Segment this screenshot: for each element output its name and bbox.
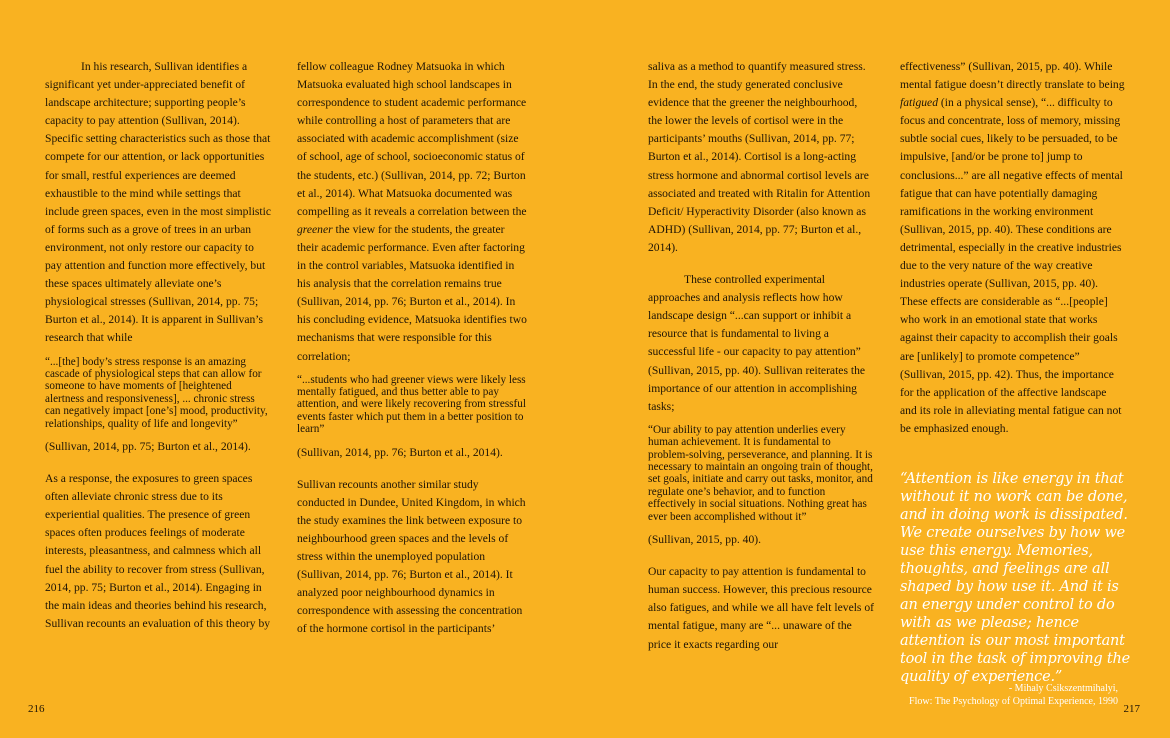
citation: (Sullivan, 2014, pp. 76; Burton et al., 2014). (297, 445, 503, 459)
block-quote: “Our ability to pay attention underlies every human achievement. It is fundamental to problem-solving, perseverance, and planning. It is necessary to maintain an ongoing train of thought, set goals, initiate and carry out tasks, monitor, and regulate one’s behavior, and to function effectively in social situations. Nothing great has ever been accomplished without it” (648, 423, 873, 523)
body-paragraph: Sullivan recounts another similar study conducted in Dundee, United Kingdom, in which the study examines the link between exposure to neighbourhood green spaces and the levels of stress within the unemployed population (Sullivan, 2014, pp. 76; Burton et al., 2014). It analyzed poor neighbourhood dynamics in correspondence with assessing the concentration of the hormone cortisol in the participants’ (297, 477, 526, 636)
page-number-left: 216 (28, 703, 45, 715)
page-number-right: 217 (1123, 703, 1140, 715)
attribution-author: - Mihaly Csikszentmihalyi, (1008, 683, 1118, 694)
emphasis-text: fatigued (900, 96, 938, 110)
block-quote: “...students who had greener views were likely less mentally fatigued, and thus better able to pay attention, and were likely recovering from stressful events faster which put them in a better position to learn” (297, 373, 526, 436)
text-run: the view for the students, the greater their academic performance. Even after factoring in the control variables, Matsuoka identified in his analysis that the correlation remains true (Sullivan, 2014, pp. 76; Burton et al., 2014). In his concluding evidence, Matsuoka identifies two mechanisms that were responsible for this correlation; (297, 222, 527, 363)
text-run: (in a physical sense), “... difficulty to focus and concentrate, loss of memory, missing subtle social cues, likely to be persuaded, to be impulsive, [and/or be prone to] jump to conclusions...” are all negative effects of mental fatigue that can have potentially damaging ramifications in the working environment (Sullivan, 2015, pp. 40). These conditions are detrimental, especially in the creative industries due to the very nature of the way creative industries operate (Sullivan, 2015, pp. 40). These effects are considerable as “...[people] who work in an emotional state that works against their capacity to accomplish their goals are [unlikely] to promote competence” (Sullivan, 2015, pp. 42). Thus, the importance for the application of the affective landscape and its role in alleviating mental fatigue can not be emphasized enough. (900, 96, 1123, 435)
body-paragraph: As a response, the exposures to green spaces often alleviate chronic stress due to its experiential qualities. The presence of green spaces often produces feelings of moderate interests, pleasantness, and calmness which all fuel the ability to recover from stress (Sullivan, 2014, pp. 75; Burton et al., 2014). Engaging in the main ideas and theories behind his research, Sullivan recounts an evaluation of this theory by (45, 472, 271, 630)
pull-quote-attribution (909, 682, 1118, 708)
citation: (Sullivan, 2014, pp. 75; Burton et al., 2014). (45, 439, 251, 453)
right-page-column-1 (648, 58, 874, 654)
left-page-column-1 (45, 58, 273, 633)
body-paragraph (900, 58, 1126, 438)
text-run: fellow colleague Rodney Matsuoka in which Matsuoka evaluated high school landscapes in correspondence to student academic performance while controlling a host of parameters that are associated with academic accomplishment (size of school, age of school, socioeconomic status of the students, etc.) (Sullivan, 2014, pp. 72; Burton et al., 2014). What Matsuoka documented was compelling as it reveals a correlation between the (297, 60, 527, 218)
text-run: effectiveness” (Sullivan, 2015, pp. 40). While mental fatigue doesn’t directly translate to being (900, 60, 1125, 92)
body-paragraph: Our capacity to pay attention is fundamental to human success. However, this precious resource also fatigues, and while we all have felt levels of mental fatigue, many are “... unaware of the price it exacts regarding our (648, 565, 874, 651)
right-page-column-2 (900, 58, 1126, 438)
citation: (Sullivan, 2015, pp. 40). (648, 533, 762, 547)
emphasis-text: greener (297, 222, 333, 236)
body-paragraph (297, 58, 527, 366)
pull-quote: “Attention is like energy in that without it no work can be done, and in doing work is dissipated. We create ourselves by how we use this energy. Memories, thoughts, and feelings are all shaped by how use it. And it is an energy under control to do with as we please; hence attention is our most important tool in the task of improving the quality of experience.” (900, 471, 1131, 685)
body-paragraph: saliva as a method to quantify measured stress. In the end, the study generated conclusive evidence that the greener the neighbourhood, the lower the levels of cortisol were in the participants’ mouths (Sullivan, 2014, pp. 77; Burton et al., 2014). Cortisol is a long-acting stress hormone and abnormal cortisol levels are associated and treated with Ritalin for Attention Deficit/ Hyperactivity Disorder (also known as ADHD) (Sullivan, 2014, pp. 77; Burton et al., 2014). (648, 60, 871, 254)
attribution-source: Flow: The Psychology of Optimal Experience, 1990 (909, 696, 1118, 707)
body-paragraph: These controlled experimental approaches and analysis reflects how how landscape design “...can support or inhibit a resource that is fundamental to living a successful life - our capacity to pay attention” (Sullivan, 2015, pp. 40). Sullivan reiterates the importance of our attention in accomplishing tasks; (648, 273, 866, 413)
body-paragraph: In his research, Sullivan identifies a significant yet under-appreciated benefit of landscape architecture; supporting people’s capacity to pay attention (Sullivan, 2014). Specific setting characteristics such as those that compete for our attention, or lack opportunities for small, restful experiences are deemed exhaustible to the mind while settings that include green spaces, even in the most simplistic of forms such as a grove of trees in an urban environment, not only restore our capacity to pay attention and function more effectively, but these spaces ultimately alleviate one’s physiological stresses (Sullivan, 2014, pp. 75; Burton et al., 2014). It is apparent in Sullivan’s research that while (45, 60, 272, 345)
left-page-column-2 (297, 58, 527, 639)
block-quote: “...[the] body’s stress response is an amazing cascade of physiological steps that can allow for someone to have moments of [heightened alertness and responsiveness], ... chronic stress can negatively impact [one’s] mood, productivity, relationships, quality of life and longevity” (45, 355, 268, 430)
